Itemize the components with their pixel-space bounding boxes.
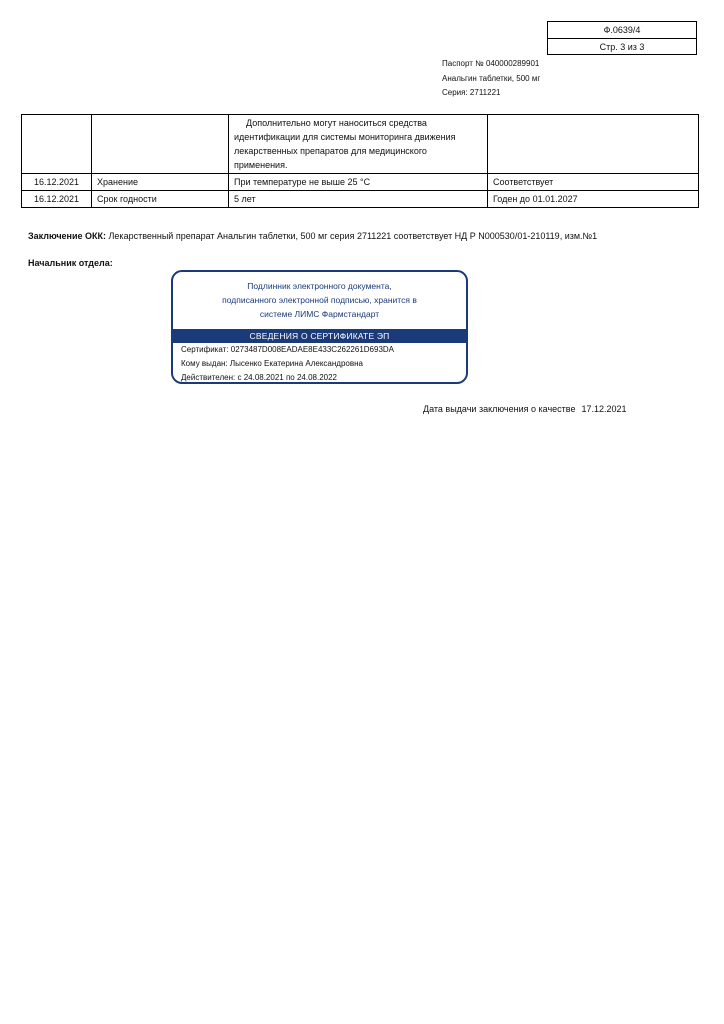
passport-number: Паспорт № 040000289901 [442,59,540,68]
page-number: Стр. 3 из 3 [548,38,696,55]
e-signature-stamp [171,270,468,384]
form-code: Ф.0639/4 [603,25,641,35]
stamp-band: СВЕДЕНИЯ О СЕРТИФИКАТЕ ЭП [173,329,466,343]
certificate-label: Сертификат: [181,345,229,354]
issue-date [423,404,627,414]
test-requirement: 5 лет [229,191,488,208]
valid-value: с 24.08.2021 по 24.08.2022 [237,373,337,382]
issued-to-value: Лысенко Екатерина Александровна [229,359,363,368]
issue-date-value: 17.12.2021 [581,404,627,414]
conclusion-label: Заключение ОКК: [28,231,107,241]
series-number: Серия: 2711221 [442,88,501,97]
test-requirement: При температуре не выше 25 °С [229,174,488,191]
head-of-department-label: Начальник отдела: [28,258,113,268]
test-date [22,115,92,174]
valid-label: Действителен: [181,373,236,382]
table-row [22,174,699,191]
test-name: Хранение [92,174,229,191]
issued-to-label: Кому выдан: [181,359,228,368]
passport-header [442,57,540,101]
test-name [92,115,229,174]
conclusion-text: Лекарственный препарат Анальгин таблетки, 500 мг серия 2711221 соответствует НД Р N000530/01-210119, изм.№1 [106,231,598,241]
stamp-intro-line: подписанного электронной подписью, хранится в [222,295,417,305]
stamp-certificate [173,343,466,357]
form-code-box [547,21,697,55]
stamp-intro-line: системе ЛИМС Фармстандарт [259,309,380,319]
test-name: Срок годности [92,191,229,208]
test-requirement: Дополнительно могут наноситься средства идентификации для системы мониторинга движения лекарственных препаратов для медицинского применения. [229,115,488,174]
test-result: Годен до 01.01.2027 [488,191,699,208]
stamp-valid [173,371,466,384]
table-row [22,191,699,208]
test-results-table [21,114,699,208]
issue-date-label: Дата выдачи заключения о качестве [423,404,576,414]
product-name: Анальгин таблетки, 500 мг [442,73,541,83]
certificate-value: 0273487D008EADAE8E433C262261D693DA [230,345,394,354]
test-result: Соответствует [488,174,699,191]
test-date: 16.12.2021 [22,191,92,208]
stamp-intro-line: Подлинник электронного документа, [247,281,392,291]
conclusion [28,229,628,244]
stamp-issued-to [173,357,466,371]
stamp-intro [173,272,466,322]
test-date: 16.12.2021 [22,174,92,191]
table-row [22,115,699,174]
test-result [488,115,699,174]
